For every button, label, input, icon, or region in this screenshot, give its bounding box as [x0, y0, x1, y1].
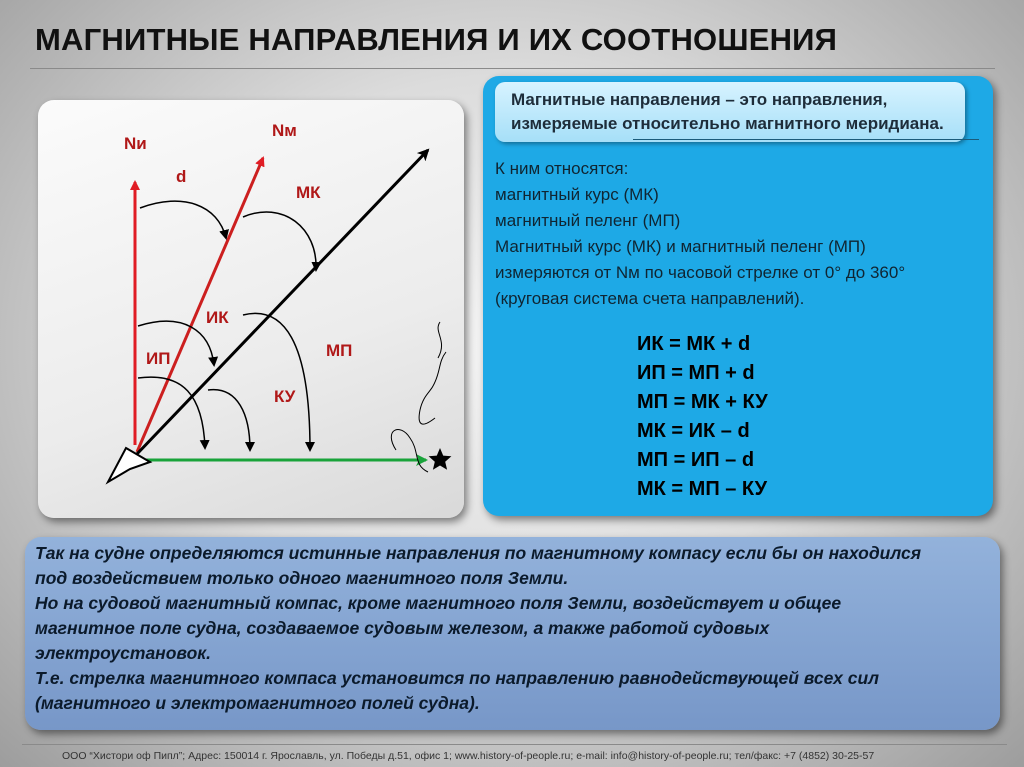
diagram-panel	[38, 100, 464, 518]
formula-list	[637, 330, 768, 504]
explanation-line: под воздействием только одного магнитного поля Земли.	[35, 568, 569, 588]
info-line: магнитный курс (МК)	[495, 185, 659, 204]
footer-contacts: ООО “Хистори оф Пипл”; Адрес: 150014 г. Ярославль, ул. Победы д.51, офис 1; www.history-of-people.ru; e-mail: info@history-of-people.ru; тел/факс: +7 (4852) 30-25-57	[62, 750, 875, 762]
explanation-line: (магнитного и электромагнитного полей судна).	[35, 693, 480, 713]
info-line: магнитный пеленг (МП)	[495, 211, 681, 230]
definition-underline	[633, 139, 979, 140]
explanation-line: Но на судовой магнитный компас, кроме магнитного поля Земли, воздействует и общее	[35, 593, 842, 613]
course-line	[136, 150, 428, 455]
formula: МК = МП – КУ	[637, 478, 768, 500]
formula: ИК = МК + d	[637, 333, 751, 355]
explanation-line: Т.е. стрелка магнитного компаса установится по направлению равнодействующей всех сил	[35, 668, 880, 688]
info-body	[495, 156, 985, 312]
label-ip: ИП	[146, 349, 171, 368]
ip-arc	[138, 377, 205, 448]
title-divider	[30, 68, 995, 69]
info-line: Магнитный курс (МК) и магнитный пеленг (МП)	[495, 237, 866, 256]
info-line: (круговая система счета направлений).	[495, 289, 805, 308]
label-ik: ИК	[206, 308, 229, 327]
label-mk: МК	[296, 183, 321, 202]
label-ku: КУ	[274, 387, 296, 406]
info-line: К ним относятся:	[495, 159, 629, 178]
definition-line: измеряемые относительно магнитного меридиана.	[511, 114, 944, 133]
decorative-squiggle	[391, 429, 428, 472]
landmark-star-icon	[429, 448, 452, 470]
page-title: МАГНИТНЫЕ НАПРАВЛЕНИЯ И ИХ СООТНОШЕНИЯ	[35, 22, 838, 57]
formula: ИП = МП + d	[637, 362, 755, 384]
definition-line: Магнитные направления – это направления,	[511, 90, 888, 109]
definition-box	[495, 82, 965, 142]
formula: МП = МК + КУ	[637, 391, 768, 413]
declination-arc	[140, 201, 226, 238]
formula: МП = ИП – d	[637, 449, 755, 471]
decorative-squiggle	[419, 352, 446, 424]
direction-diagram	[38, 100, 464, 518]
label-mp: МП	[326, 341, 353, 360]
info-panel	[483, 76, 993, 516]
explanation-text	[35, 541, 990, 716]
ship-icon	[108, 448, 150, 482]
formula: МК = ИК – d	[637, 420, 750, 442]
definition-text	[511, 88, 971, 136]
explanation-line: магнитное поле судна, создаваемое судовым железом, а также работой судовых	[35, 618, 770, 638]
footer-divider	[22, 744, 1007, 745]
info-line: измеряются от Nм по часовой стрелке от 0° до 360°	[495, 263, 906, 282]
explanation-line: Так на судне определяются истинные направления по магнитному компасу если бы он находился	[35, 543, 922, 563]
explanation-panel	[25, 537, 1000, 730]
label-n-true: Nи	[124, 134, 147, 153]
decorative-squiggle	[438, 322, 442, 358]
explanation-line: электроустановок.	[35, 643, 211, 663]
magnetic-meridian-line	[137, 158, 263, 452]
ku-arc	[208, 390, 250, 450]
label-n-magnetic: Nм	[272, 121, 297, 140]
label-declination: d	[176, 167, 187, 186]
mk-arc	[243, 212, 316, 270]
